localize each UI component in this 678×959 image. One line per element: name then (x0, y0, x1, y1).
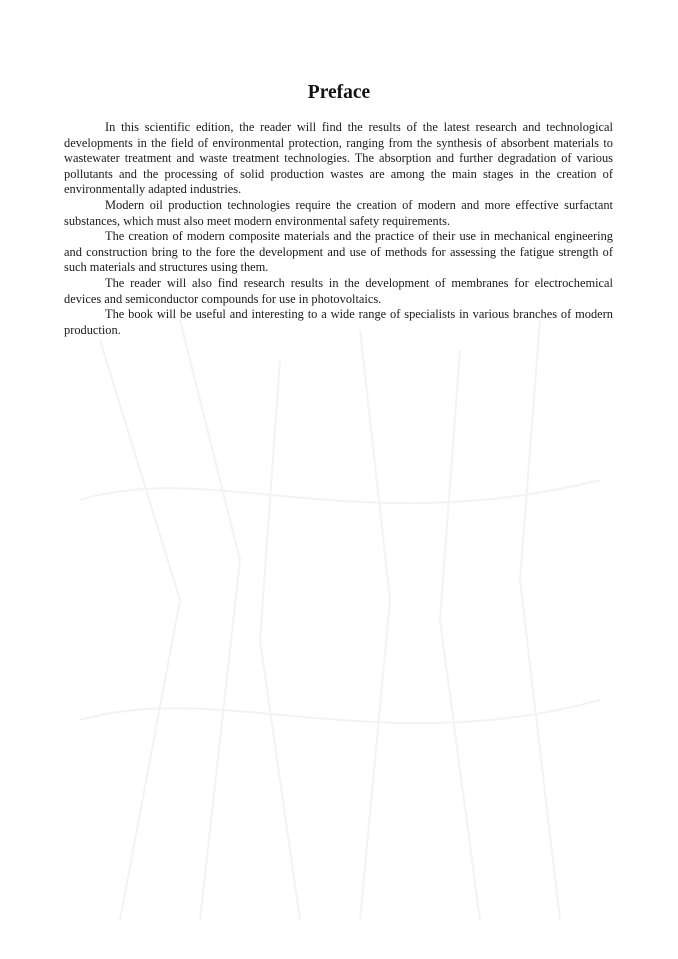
page-title: Preface (307, 82, 371, 103)
paragraph-1: In this scientific edition, the reader will find the results of the latest research and technological developments in the field of environmental protection, ranging from the synthesis of absorbent materials to wastewater treatment and waste treatment technologies. The absorption and further degradation of various pollutants and the processing of solid production wastes are among the main stages in the creation of environmentally adapted industries. (64, 120, 613, 197)
paragraph-5: The book will be useful and interesting to a wide range of specialists in various branches of modern production. (64, 307, 613, 337)
background-watermark (60, 300, 620, 940)
paragraph-3: The creation of modern composite materials and the practice of their use in mechanical engineering and construction bring to the fore the development and use of methods for assessing the fatigue strength of such materials and structures using them. (64, 229, 613, 275)
paragraph-2: Modern oil production technologies require the creation of modern and more effective surfactant substances, which must also meet modern environmental safety requirements. (64, 197, 613, 228)
paragraph-4: The reader will also find research results in the development of membranes for electrochemical devices and semiconductor compounds for use in photovoltaics. (64, 275, 613, 306)
preface-body (64, 120, 613, 338)
